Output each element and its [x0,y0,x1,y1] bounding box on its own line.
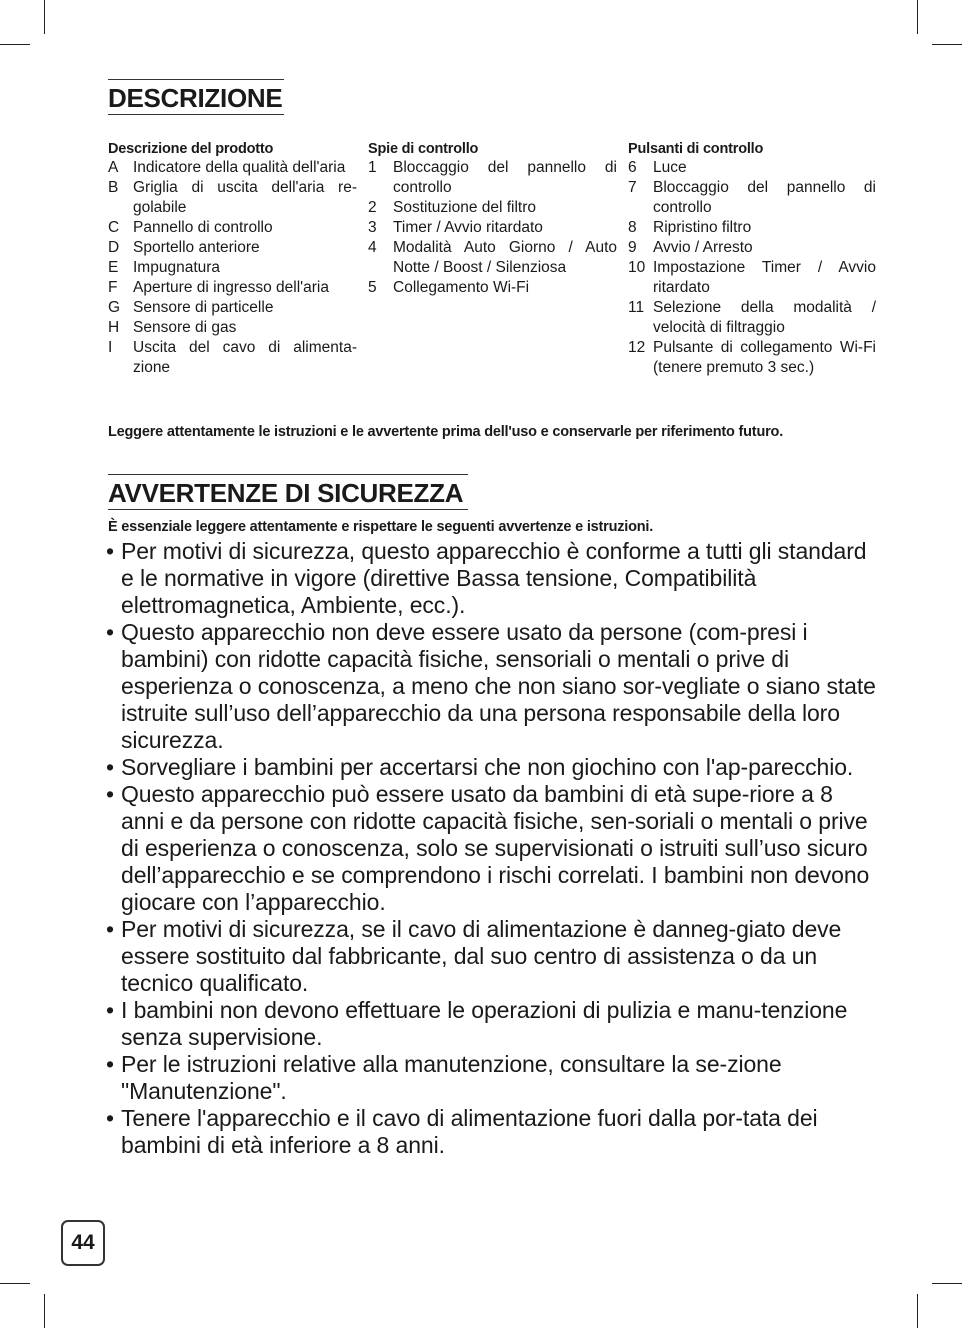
bullet-icon: • [106,619,114,645]
item-label: C [108,219,120,236]
item-text: Indicatore della qualità dell'aria [133,159,346,176]
list-item [108,278,357,298]
item-text: Collegamento Wi-Fi [393,279,530,296]
list-item [108,238,357,258]
item-label: 2 [368,199,377,216]
item-label: D [108,239,120,256]
list-item [368,198,617,218]
item-text: Bloccaggio del pannello di controllo [393,159,617,196]
item-label: 5 [368,279,377,296]
item-label: B [108,179,119,196]
crop-mark-bottom-left-v [44,1294,45,1328]
list-item [628,298,876,338]
column-heading: Pulsanti di controllo [628,141,764,157]
safety-warning-text: Tenere l'apparecchio e il cavo di alimentazione fuori dalla por-tata dei bambini di età inferiore a 8 anni. [121,1105,818,1158]
list-item [628,258,876,298]
crop-mark-top-right-v [917,0,918,34]
safety-warning-text: Questo apparecchio può essere usato da bambini di età supe-riore a 8 anni e da persone con ridotte capacità fisiche, sen-soriali o mentali o prive di esperienza o conoscenza, solo se supervisionati o istruiti sull’uso sicuro dell’apparecchio e se comprendono i rischi correlati. I bambini non devono giocare con l’apparecchio. [121,781,870,915]
item-text: Selezione della modalità / velocità di filtraggio [653,299,876,336]
item-text: Sostituzione del filtro [393,199,537,216]
item-text: Pulsante di collegamento Wi-Fi (tenere premuto 3 sec.) [653,339,876,376]
item-label: G [108,299,121,316]
item-label: F [108,279,118,296]
list-item [108,318,357,338]
list-item [368,278,617,298]
bullet-icon: • [106,1051,114,1077]
item-label: 8 [628,219,637,236]
item-text: Sensore di gas [133,319,237,336]
safety-title: AVVERTENZE DI SICUREZZA [108,474,468,510]
item-label: 10 [628,259,646,276]
item-text: Luce [653,159,687,176]
safety-warning-item [106,997,878,1051]
item-label: 12 [628,339,646,356]
item-text: Pannello di controllo [133,219,273,236]
item-text: Aperture di ingresso dell'aria [133,279,329,296]
safety-warning-item [106,1051,878,1105]
item-label: 6 [628,159,637,176]
safety-warning-item [106,754,878,781]
safety-warning-text: I bambini non devono effettuare le operazioni di pulizia e manu-tenzione senza supervisione. [121,997,848,1050]
item-text: Griglia di uscita dell'aria re-golabile [133,179,357,216]
list-item [628,238,876,258]
list-item [628,158,876,178]
product-description-column [108,140,357,378]
read-instructions-note: Leggere attentamente le istruzioni e le avvertente prima dell'uso e conservarle per riferimento futuro. [108,424,784,440]
control-buttons-column [628,140,876,378]
bullet-icon: • [106,754,114,780]
crop-mark-top-right-h [932,44,962,45]
safety-warning-item [106,538,878,619]
bullet-icon: • [106,538,114,564]
safety-intro: È essenziale leggere attentamente e rispettare le seguenti avvertenze e istruzioni. [108,519,654,535]
item-label: H [108,319,120,336]
crop-mark-top-left-h [0,44,30,45]
control-lights-column [368,140,617,298]
item-text: Timer / Avvio ritardato [393,219,543,236]
list-item [108,338,357,378]
bullet-icon: • [106,997,114,1023]
item-text: Uscita del cavo di alimenta-zione [133,339,357,376]
safety-warning-text: Sorvegliare i bambini per accertarsi che non giochino con l'ap-parecchio. [121,754,854,780]
item-text: Sensore di particelle [133,299,274,316]
list-item [108,258,357,278]
item-text: Impostazione Timer / Avvio ritardato [653,259,876,296]
list-item [108,218,357,238]
item-text: Ripristino filtro [653,219,752,236]
item-text: Sportello anteriore [133,239,260,256]
item-label: I [108,339,113,356]
safety-warning-text: Questo apparecchio non deve essere usato da persone (com-presi i bambini) con ridotte capacità fisiche, sensoriali o mentali o prive di esperienza o conoscenza, a meno che non siano sor-vegliate o siano state istruite sull’uso dell’apparecchio da una persona responsabile della loro sicurezza. [121,619,876,753]
safety-warning-text: Per motivi di sicurezza, questo apparecchio è conforme a tutti gli standard e le normative in vigore (direttive Bassa tensione, Compatibilità elettromagnetica, Ambiente, ecc.). [121,538,867,618]
list-item [628,218,876,238]
item-text: Avvio / Arresto [653,239,753,256]
item-text: Bloccaggio del pannello di controllo [653,179,876,216]
item-text: Impugnatura [133,259,221,276]
bullet-icon: • [106,781,114,807]
safety-warning-item [106,781,878,916]
safety-warning-text: Per le istruzioni relative alla manutenzione, consultare la se-zione "Manutenzione". [121,1051,782,1104]
list-item [108,178,357,218]
item-label: 3 [368,219,377,236]
crop-mark-bottom-right-v [917,1294,918,1328]
bullet-icon: • [106,916,114,942]
column-heading: Spie di controllo [368,141,479,157]
item-text: Modalità Auto Giorno / Auto Notte / Boost / Silenziosa [393,239,617,276]
item-label: E [108,259,119,276]
description-title: DESCRIZIONE [108,79,284,115]
page-number: 44 [61,1220,105,1266]
list-item [368,158,617,198]
crop-mark-bottom-right-h [932,1283,962,1284]
crop-mark-bottom-left-h [0,1283,30,1284]
item-label: 1 [368,159,377,176]
safety-warning-item [106,1105,878,1159]
crop-mark-top-left-v [44,0,45,34]
list-item [368,238,617,278]
list-item [108,158,357,178]
list-item [628,338,876,378]
safety-warning-text: Per motivi di sicurezza, se il cavo di alimentazione è danneg-giato deve essere sostituito dal fabbricante, dal suo centro di assistenza o da un tecnico qualificato. [121,916,842,996]
item-label: A [108,159,119,176]
list-item [368,218,617,238]
item-label: 9 [628,239,637,256]
item-label: 7 [628,179,637,196]
item-label: 11 [628,299,645,316]
list-item [628,178,876,218]
safety-warnings-list [106,538,878,1159]
bullet-icon: • [106,1105,114,1131]
safety-warning-item [106,916,878,997]
item-label: 4 [368,239,377,256]
list-item [108,298,357,318]
column-heading: Descrizione del prodotto [108,141,274,157]
safety-warning-item [106,619,878,754]
